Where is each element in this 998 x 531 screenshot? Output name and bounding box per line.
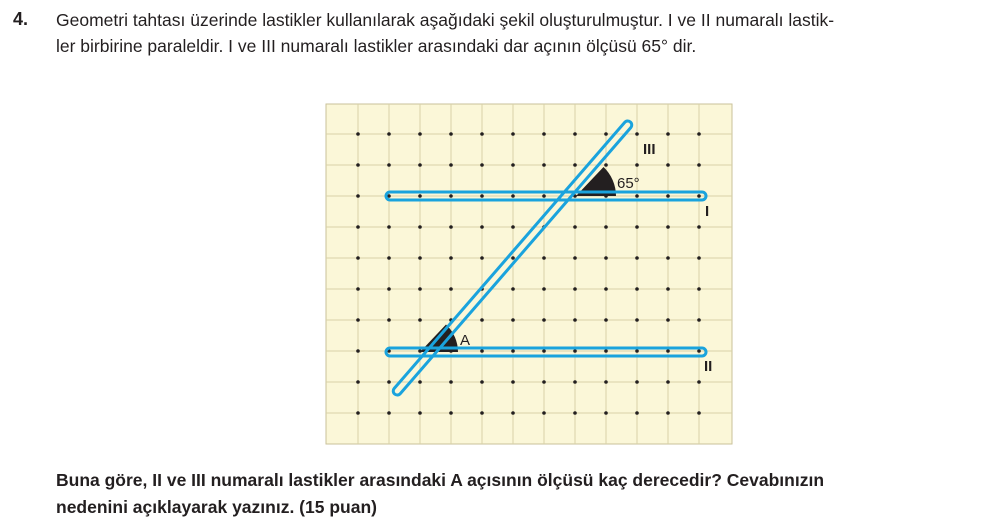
geoboard-peg (356, 256, 360, 260)
geoboard-peg (449, 380, 453, 384)
geoboard-peg (573, 318, 577, 322)
geoboard-peg (697, 225, 701, 229)
question-text-line-1: Geometri tahtası üzerinde lastikler kullanılarak aşağıdaki şekil oluşturulmuştur. I ve II numaralı lastik- (56, 10, 835, 30)
geoboard-peg (511, 132, 515, 136)
geoboard-peg (604, 380, 608, 384)
geoboard-peg (635, 225, 639, 229)
geoboard-peg (542, 318, 546, 322)
question-prompt-line-2: nedenini açıklayarak yazınız. (15 puan) (56, 497, 377, 517)
geoboard-peg (449, 132, 453, 136)
geoboard-peg (387, 318, 391, 322)
geoboard-peg (387, 163, 391, 167)
geoboard-peg (449, 411, 453, 415)
geoboard-peg (511, 225, 515, 229)
geoboard-peg (573, 132, 577, 136)
geoboard-peg (666, 256, 670, 260)
geoboard-peg (604, 318, 608, 322)
geoboard-peg (480, 225, 484, 229)
geoboard-peg (418, 318, 422, 322)
label-angle-a: A (460, 332, 471, 349)
geoboard-peg (666, 411, 670, 415)
geoboard-peg (356, 132, 360, 136)
geoboard-peg (542, 287, 546, 291)
geoboard-peg (635, 318, 639, 322)
geoboard-peg (666, 349, 670, 353)
label-angle-65: 65° (617, 175, 640, 192)
geoboard-peg (697, 318, 701, 322)
geoboard-peg (666, 225, 670, 229)
geoboard-peg (666, 318, 670, 322)
geoboard-peg (387, 194, 391, 198)
geoboard-peg (356, 411, 360, 415)
geoboard-peg (511, 163, 515, 167)
geoboard-peg (542, 132, 546, 136)
geoboard-peg (356, 163, 360, 167)
geoboard-peg (542, 194, 546, 198)
geoboard-peg (418, 256, 422, 260)
geoboard-peg (480, 163, 484, 167)
geoboard-peg (697, 349, 701, 353)
geoboard-peg (449, 225, 453, 229)
question-text-line-2: ler birbirine paraleldir. I ve III numaralı lastikler arasındaki dar açının ölçüsü 65° dir. (56, 36, 697, 56)
geoboard-peg (666, 132, 670, 136)
geoboard-peg (418, 411, 422, 415)
geoboard-peg (604, 132, 608, 136)
geoboard-peg (635, 380, 639, 384)
geoboard-peg (635, 287, 639, 291)
geoboard-peg (666, 163, 670, 167)
geoboard-peg (387, 380, 391, 384)
geoboard-peg (480, 349, 484, 353)
geoboard-peg (356, 318, 360, 322)
geoboard-peg (635, 349, 639, 353)
geoboard-peg (573, 225, 577, 229)
geoboard-peg (697, 287, 701, 291)
geoboard-peg (480, 132, 484, 136)
geoboard-peg (356, 194, 360, 198)
geoboard-peg (418, 225, 422, 229)
geoboard-peg (697, 411, 701, 415)
geoboard-peg (604, 256, 608, 260)
label-band-iii: III (643, 141, 656, 158)
geoboard-peg (604, 287, 608, 291)
geoboard-peg (635, 132, 639, 136)
geoboard-background (326, 104, 732, 444)
geoboard-peg (387, 132, 391, 136)
geoboard-peg (480, 318, 484, 322)
geoboard-peg (511, 318, 515, 322)
geoboard-peg (542, 163, 546, 167)
geoboard-peg (697, 163, 701, 167)
geoboard-peg (573, 380, 577, 384)
geoboard-peg (542, 380, 546, 384)
geoboard-peg (387, 256, 391, 260)
geoboard-peg (356, 225, 360, 229)
geoboard-peg (387, 225, 391, 229)
geoboard-peg (635, 163, 639, 167)
geoboard-peg (635, 256, 639, 260)
geoboard-peg (511, 256, 515, 260)
geoboard-peg (604, 225, 608, 229)
geoboard-peg (480, 411, 484, 415)
geoboard-peg (604, 411, 608, 415)
geoboard-peg (418, 132, 422, 136)
geoboard-peg (666, 287, 670, 291)
geoboard-peg (573, 349, 577, 353)
geoboard-peg (604, 163, 608, 167)
geoboard-peg (697, 256, 701, 260)
geoboard-peg (573, 411, 577, 415)
geoboard-peg (697, 132, 701, 136)
geoboard-peg (418, 380, 422, 384)
geoboard-peg (480, 256, 484, 260)
geoboard-peg (480, 194, 484, 198)
geoboard-peg (666, 380, 670, 384)
geoboard-peg (666, 194, 670, 198)
geoboard-peg (387, 411, 391, 415)
geoboard-peg (387, 287, 391, 291)
geoboard-peg (511, 287, 515, 291)
geoboard-peg (480, 380, 484, 384)
geoboard-peg (418, 194, 422, 198)
geoboard-peg (542, 256, 546, 260)
geoboard-peg (697, 380, 701, 384)
geoboard-peg (449, 287, 453, 291)
geoboard-peg (418, 163, 422, 167)
geoboard-peg (697, 194, 701, 198)
geoboard-peg (449, 194, 453, 198)
geoboard-peg (418, 287, 422, 291)
geoboard-peg (573, 287, 577, 291)
geoboard-peg (511, 349, 515, 353)
geoboard-peg (511, 411, 515, 415)
geoboard-peg (356, 349, 360, 353)
geoboard-peg (635, 194, 639, 198)
geoboard-peg (511, 194, 515, 198)
geoboard-peg (542, 349, 546, 353)
question-number: 4. (13, 9, 29, 29)
geoboard-peg (635, 411, 639, 415)
geoboard-peg (573, 163, 577, 167)
geoboard-peg (449, 163, 453, 167)
geoboard-peg (356, 380, 360, 384)
geoboard-peg (511, 380, 515, 384)
label-band-ii: II (704, 358, 713, 375)
geoboard-peg (573, 256, 577, 260)
question-prompt-line-1: Buna göre, II ve III numaralı lastikler arasındaki A açısının ölçüsü kaç derecedir? Cevabınızın (56, 470, 825, 490)
geoboard-peg (449, 256, 453, 260)
geoboard-peg (604, 349, 608, 353)
geoboard-peg (356, 287, 360, 291)
geoboard-peg (542, 411, 546, 415)
label-band-i: I (705, 203, 710, 220)
